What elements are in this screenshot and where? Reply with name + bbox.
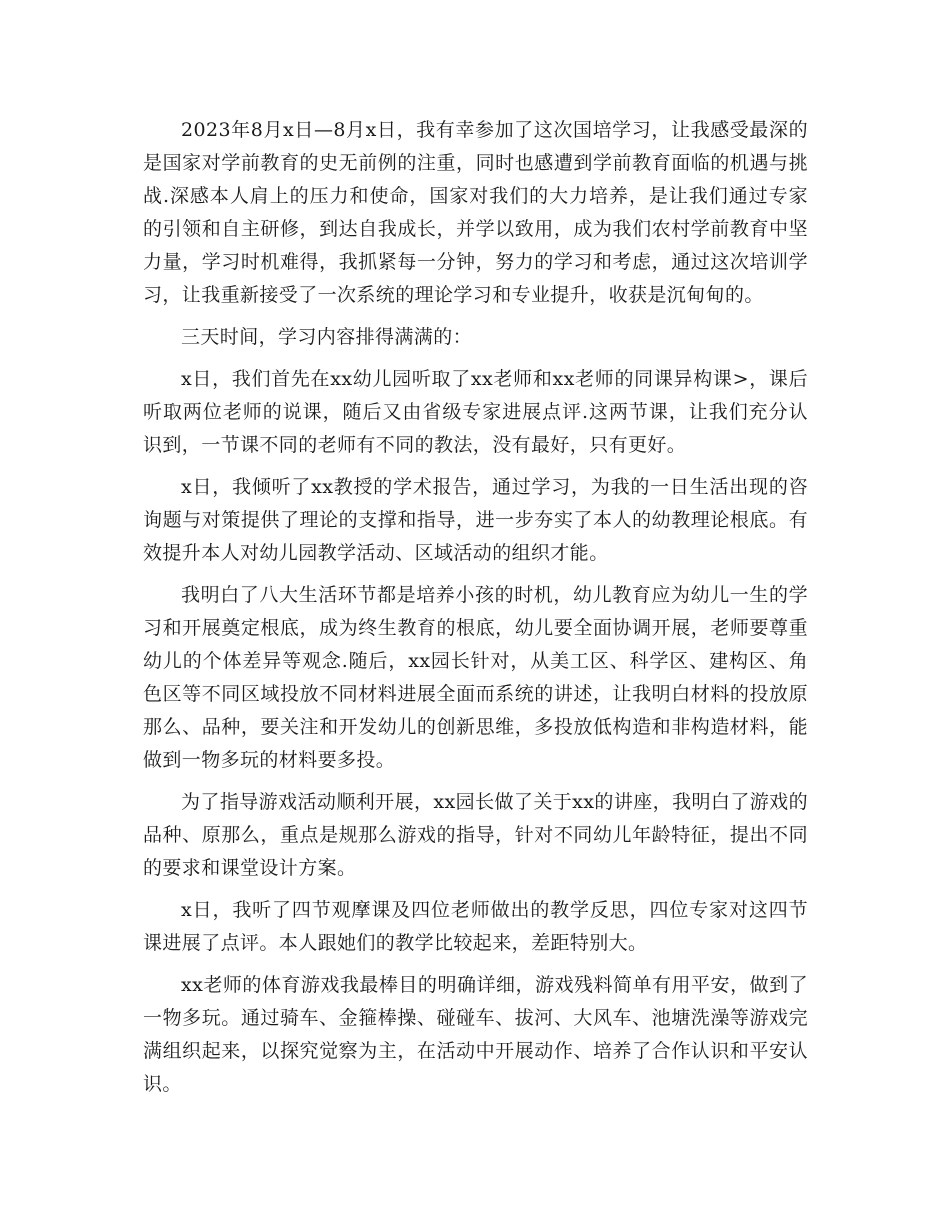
paragraph-schedule: 三天时间，学习内容排得满满的：: [181, 326, 473, 348]
paragraph-pe-game: xx老师的体育游戏我最棒目的明确详细，游戏残料简单有用平安，做到了一物多玩。通过骑车、金箍棒操、碰碰车、拔河、大风车、池塘洗澡等游戏完满组织起来，以探究觉察为主，在活动中开展动作、培养了合作认识和平安认识。: [143, 974, 808, 1095]
paragraph-intro: 2023年8月x日—8月x日，我有幸参加了这次国培学习，让我感受最深的是国家对学前教育的史无前例的注重，同时也感遭到学前教育面临的机遇与挑战.深感本人肩上的压力和使命，国家对我们的大力培养，是让我们通过专家的引领和自主研修，到达自我成长，并学以致用，成为我们农村学前教育中坚力量，学习时机难得，我抓紧每一分钟，努力的学习和考虑，通过这次培训学习，让我重新接受了一次系统的理论学习和专业提升，收获是沉甸甸的。: [143, 119, 808, 306]
paragraph-life-links: 我明白了八大生活环节都是培养小孩的时机，幼儿教育应为幼儿一生的学习和开展奠定根底，成为终生教育的根底，幼儿要全面协调开展，老师要尊重幼儿的个体差异等观念.随后，xx园长针对，从美工区、科学区、建构区、角色区等不同区域投放不同材料进展全面而系统的讲述，让我明白材料的投放原那么、品种，要关注和开发幼儿的创新思维，多投放低构造和非构造材料，能做到一物多玩的材料要多投。: [143, 584, 808, 771]
document-body: [143, 114, 808, 1110]
paragraph-day-three: x日，我听了四节观摩课及四位老师做出的教学反思，四位专家对这四节课进展了点评。本人跟她们的教学比较起来，差距特别大。: [143, 899, 808, 954]
paragraph-games-lecture: 为了指导游戏活动顺利开展，xx园长做了关于xx的讲座，我明白了游戏的品种、原那么，重点是规那么游戏的指导，针对不同幼儿年龄特征，提出不同的要求和课堂设计方案。: [143, 791, 808, 879]
paragraph-day-one: x日，我们首先在xx幼儿园听取了xx老师和xx老师的同课异构课>，课后听取两位老师的说课，随后又由省级专家进展点评.这两节课，让我们充分认识到，一节课不同的老师有不同的教法，没有最好，只有更好。: [143, 368, 808, 456]
paragraph-day-two: x日，我倾听了xx教授的学术报告，通过学习，为我的一日生活出现的咨询题与对策提供了理论的支撑和指导，进一步夯实了本人的幼教理论根底。有效提升本人对幼儿园教学活动、区域活动的组织才能。: [143, 476, 808, 564]
